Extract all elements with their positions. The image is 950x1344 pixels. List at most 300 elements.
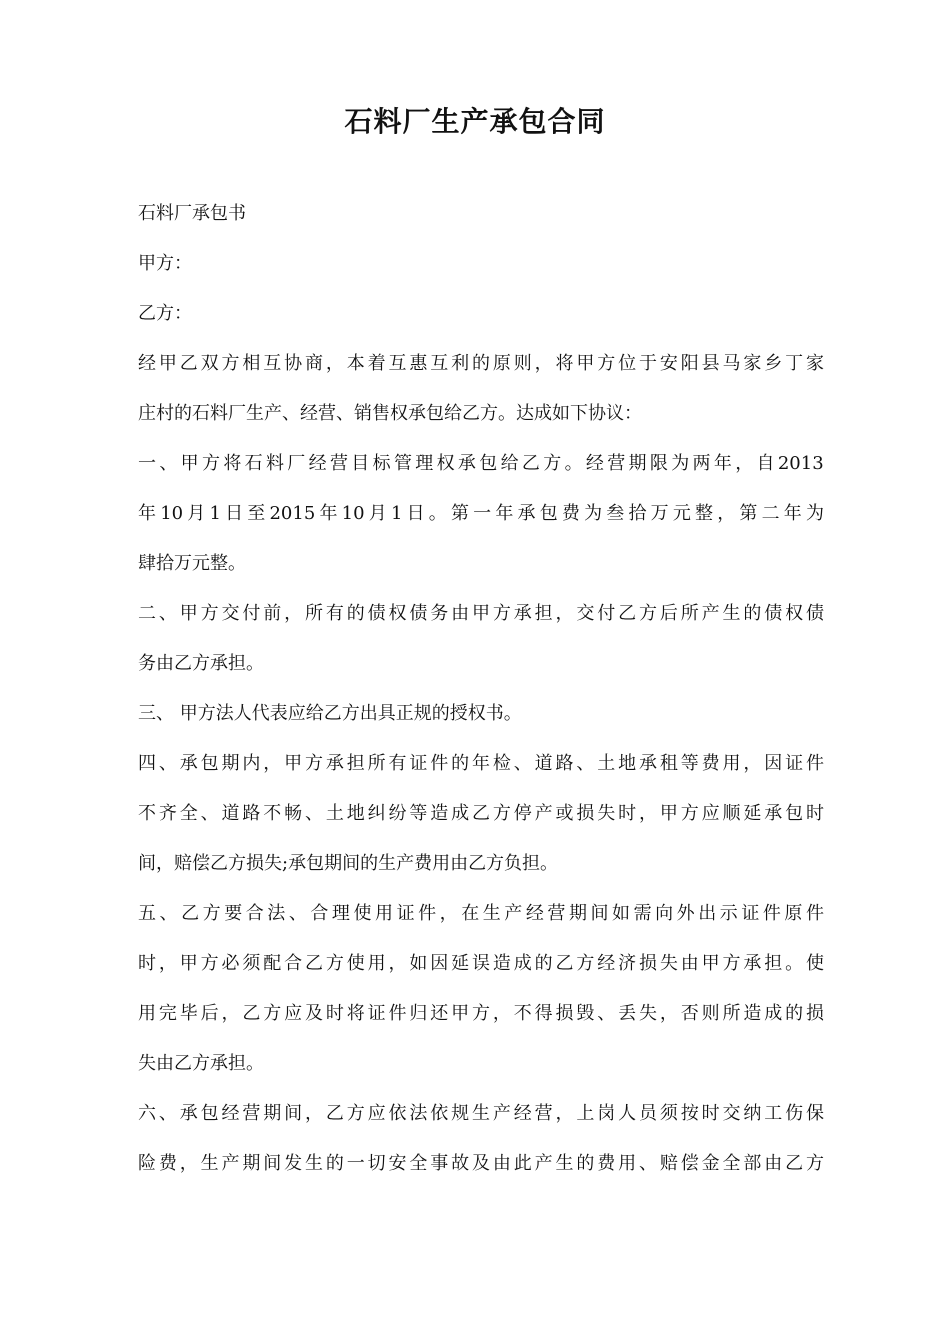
glyph: 不	[263, 803, 282, 824]
glyph: 营	[329, 453, 348, 474]
glyph: 齐	[158, 803, 177, 824]
glyph: 损	[639, 953, 657, 974]
glyph: 交	[576, 603, 595, 624]
glyph: 原	[492, 353, 511, 374]
glyph: 年	[495, 503, 514, 524]
glyph: 厂	[287, 453, 306, 474]
glyph: 产	[504, 903, 523, 924]
glyph: 延	[743, 803, 762, 824]
glyph: 故	[451, 1153, 470, 1174]
glyph: 由	[680, 953, 699, 974]
glyph: ，	[735, 453, 754, 474]
glyph: 方	[492, 803, 511, 824]
glyph: 件	[430, 753, 449, 774]
glyph: 万	[650, 503, 669, 524]
glyph: 地	[346, 803, 365, 824]
glyph: 证	[785, 753, 804, 774]
glyph: 应	[701, 803, 720, 824]
glyph: 一	[473, 503, 492, 524]
glyph: 生	[555, 1153, 574, 1174]
glyph: 承	[513, 603, 532, 624]
glyph: 不	[513, 1003, 532, 1024]
clause-6-line	[138, 1089, 824, 1139]
glyph: 有	[325, 603, 344, 624]
glyph: 、	[576, 753, 595, 774]
glyph: 件	[806, 753, 824, 774]
text-line: 间，赔偿乙方损失;承包期间的生产费用由乙方负担。	[138, 853, 559, 874]
glyph: 合	[310, 903, 329, 924]
glyph: 济	[618, 953, 637, 974]
glyph: 则	[513, 353, 532, 374]
glyph: 由	[764, 1153, 783, 1174]
glyph: 造	[492, 953, 511, 974]
glyph: 经	[597, 953, 616, 974]
glyph: 乙	[521, 453, 540, 474]
glyph: 方	[221, 353, 240, 374]
glyph: 合	[245, 903, 264, 924]
glyph: 、	[158, 1103, 177, 1124]
glyph: 理	[331, 903, 350, 924]
glyph: 、	[305, 803, 323, 824]
glyph: 互	[263, 353, 282, 374]
clause-2-line	[138, 589, 824, 639]
glyph: 时	[138, 953, 156, 974]
glyph: 向	[655, 903, 674, 924]
glyph: 时	[618, 803, 637, 824]
glyph: 务	[430, 603, 449, 624]
glyph: 于	[639, 353, 657, 374]
glyph: 保	[806, 1103, 824, 1124]
glyph: 10	[341, 503, 365, 524]
glyph: 甲	[179, 953, 198, 974]
glyph: 偿	[680, 1153, 699, 1174]
glyph: 拾	[628, 503, 647, 524]
glyph: 必	[221, 953, 240, 974]
glyph: 承	[457, 453, 476, 474]
glyph: 年	[138, 503, 156, 524]
glyph: 方	[680, 803, 699, 824]
glyph: 地	[618, 753, 637, 774]
glyph: 第	[450, 503, 469, 524]
glyph: 失	[639, 1003, 657, 1024]
glyph: 生	[305, 1153, 323, 1174]
glyph: 承	[179, 753, 198, 774]
glyph: 全	[179, 803, 198, 824]
glyph: 证	[409, 753, 428, 774]
glyph: ，	[388, 953, 407, 974]
glyph: ，	[659, 1003, 678, 1024]
glyph: 甲	[576, 353, 595, 374]
glyph: 甲	[472, 603, 490, 624]
glyph: 用	[138, 1003, 156, 1024]
glyph: 造	[743, 1003, 762, 1024]
glyph: 方	[639, 603, 657, 624]
glyph: 债	[367, 603, 386, 624]
glyph: 承	[517, 503, 536, 524]
glyph: 生	[482, 903, 501, 924]
glyph: 人	[618, 1103, 637, 1124]
glyph: 使	[806, 953, 824, 974]
glyph: 按	[680, 1103, 699, 1124]
glyph: 乙	[472, 803, 490, 824]
glyph: 乙	[785, 1153, 804, 1174]
glyph: 道	[534, 753, 553, 774]
glyph: 依	[388, 1103, 407, 1124]
glyph: 整	[695, 503, 714, 524]
glyph: 包	[200, 1103, 219, 1124]
glyph: 须	[242, 953, 261, 974]
glyph: 目	[351, 453, 370, 474]
glyph: ，	[743, 753, 762, 774]
clause-1-line	[138, 439, 824, 489]
glyph: 合	[284, 953, 303, 974]
glyph: ，	[284, 603, 303, 624]
glyph: 损	[576, 803, 595, 824]
glyph: 方	[576, 953, 595, 974]
glyph: 产	[492, 1103, 511, 1124]
glyph: 家	[806, 353, 824, 374]
glyph: 、	[288, 903, 307, 924]
glyph: 否	[680, 1003, 699, 1024]
glyph: ，	[179, 1153, 198, 1174]
glyph: 一	[138, 453, 156, 474]
glyph: 位	[618, 353, 637, 374]
glyph: 为	[671, 453, 690, 474]
glyph: 承	[325, 753, 344, 774]
glyph: ，	[221, 1003, 240, 1024]
glyph: 的	[451, 753, 470, 774]
glyph: 乙	[305, 953, 323, 974]
glyph: 由	[492, 1153, 511, 1174]
glyph: 停	[513, 803, 532, 824]
glyph: 自	[756, 453, 775, 474]
glyph: 切	[367, 1153, 386, 1174]
glyph: 所	[305, 603, 323, 624]
glyph: 二	[761, 503, 780, 524]
glyph: 甲	[451, 1003, 470, 1024]
glyph: 乡	[764, 353, 783, 374]
glyph: ，	[305, 1103, 323, 1124]
glyph: 示	[719, 903, 738, 924]
glyph: 年	[713, 453, 732, 474]
glyph: 费	[158, 1153, 177, 1174]
glyph: ，	[555, 1103, 574, 1124]
glyph: 甲	[659, 803, 678, 824]
glyph: 包	[785, 803, 804, 824]
glyph: 商	[305, 353, 323, 374]
glyph: 权	[388, 603, 407, 624]
glyph: 产	[534, 803, 553, 824]
glyph: 月	[187, 503, 206, 524]
glyph: 用	[367, 953, 386, 974]
glyph: 年	[472, 753, 490, 774]
glyph: 、	[158, 603, 177, 624]
glyph: 马	[722, 353, 741, 374]
glyph: 利	[451, 353, 470, 374]
glyph: 2015	[269, 503, 316, 524]
glyph: 岗	[597, 1103, 616, 1124]
text-line: 庄村的石料厂生产、经营、销售权承包给乙方。达成如下协议：	[138, 403, 642, 424]
glyph: ，	[717, 503, 736, 524]
text-line	[138, 339, 824, 389]
text-line: 务由乙方承担。	[138, 653, 264, 674]
glyph: 的	[472, 353, 490, 374]
glyph: ，	[439, 903, 458, 924]
glyph: 甲	[701, 953, 720, 974]
glyph: 经	[525, 903, 544, 924]
party-b-line: 乙方：	[138, 303, 192, 324]
glyph: 将	[555, 353, 574, 374]
glyph: 给	[500, 453, 519, 474]
glyph: 不	[138, 803, 156, 824]
glyph: 包	[479, 453, 498, 474]
glyph: 所	[367, 753, 386, 774]
glyph: 法	[409, 1103, 428, 1124]
glyph: 产	[701, 603, 720, 624]
glyph: 证	[396, 903, 415, 924]
glyph: 担	[534, 603, 553, 624]
glyph: 失	[659, 953, 678, 974]
glyph: 误	[472, 953, 490, 974]
glyph: 的	[325, 1153, 344, 1174]
glyph: 方	[200, 953, 219, 974]
glyph: 互	[388, 353, 407, 374]
clause-4-line	[138, 739, 824, 789]
glyph: 前	[263, 603, 282, 624]
glyph: 成	[513, 953, 532, 974]
glyph: 间	[284, 1103, 303, 1124]
glyph: 应	[284, 1003, 303, 1024]
glyph: 顺	[722, 803, 741, 824]
glyph: 金	[701, 1153, 720, 1174]
glyph: 间	[263, 1153, 282, 1174]
text-line	[138, 789, 824, 839]
glyph: 等	[409, 803, 428, 824]
glyph: 、	[639, 1153, 657, 1174]
glyph: 用	[618, 1153, 637, 1174]
glyph: 包	[200, 753, 219, 774]
glyph: 完	[158, 1003, 177, 1024]
glyph: 一	[346, 1153, 365, 1174]
glyph: 日	[225, 503, 244, 524]
glyph: 限	[649, 453, 668, 474]
glyph: 甲	[180, 453, 199, 474]
glyph: 甲	[179, 603, 198, 624]
party-a-line: 甲方：	[138, 253, 192, 274]
glyph: 惠	[409, 353, 428, 374]
glyph: 费	[561, 503, 580, 524]
glyph: 及	[472, 1153, 490, 1174]
glyph: 方	[472, 1003, 490, 1024]
glyph: 成	[764, 1003, 783, 1024]
glyph: 料	[265, 453, 284, 474]
glyph: 纠	[367, 803, 386, 824]
glyph: 甲	[284, 753, 303, 774]
glyph: 延	[451, 953, 470, 974]
glyph: 费	[597, 1153, 616, 1174]
glyph: 事	[430, 1153, 449, 1174]
text-line	[138, 989, 824, 1039]
glyph: 使	[353, 903, 372, 924]
text-line	[138, 939, 824, 989]
glyph: 在	[461, 903, 480, 924]
glyph: 造	[430, 803, 449, 824]
glyph: 部	[743, 1153, 762, 1174]
glyph: 经	[138, 353, 156, 374]
glyph: 及	[305, 1003, 323, 1024]
glyph: 、	[200, 803, 219, 824]
glyph: 得	[534, 1003, 553, 1024]
glyph: 方	[722, 953, 741, 974]
clause-3-line: 三、 甲方法人代表应给乙方出具正规的授权书。	[138, 703, 522, 724]
glyph: 证	[741, 903, 760, 924]
glyph: 方	[806, 1153, 824, 1174]
glyph: 的	[576, 1153, 595, 1174]
glyph: 交	[722, 1103, 741, 1124]
glyph: 、	[159, 903, 178, 924]
glyph: 依	[430, 1103, 449, 1124]
glyph: 期	[263, 1103, 282, 1124]
text-line: 石料厂承包书	[138, 203, 246, 224]
glyph: 要	[224, 903, 243, 924]
glyph: 时	[806, 803, 824, 824]
glyph: 承	[179, 1103, 198, 1124]
glyph: 乙	[325, 1103, 344, 1124]
glyph: 、	[513, 753, 532, 774]
glyph: 包	[539, 503, 558, 524]
glyph: 时	[325, 1003, 344, 1024]
glyph: 的	[785, 1003, 804, 1024]
glyph: 应	[367, 1103, 386, 1124]
glyph: 经	[585, 453, 604, 474]
glyph: 两	[692, 453, 711, 474]
glyph: 用	[722, 753, 741, 774]
glyph: 外	[676, 903, 695, 924]
document-title: 石料厂生产承包合同	[344, 105, 606, 138]
glyph: 生	[722, 603, 741, 624]
glyph: 成	[451, 803, 470, 824]
glyph: 所	[722, 1003, 741, 1024]
glyph: 土	[325, 803, 344, 824]
glyph: 标	[372, 453, 391, 474]
glyph: 伤	[785, 1103, 804, 1124]
glyph: 营	[242, 1103, 261, 1124]
glyph: ，	[534, 353, 553, 374]
glyph: 发	[284, 1153, 303, 1174]
glyph: 叁	[606, 503, 625, 524]
glyph: 的	[534, 953, 553, 974]
glyph: 二	[138, 603, 156, 624]
glyph: 生	[472, 1103, 490, 1124]
glyph: 乙	[555, 953, 574, 974]
glyph: 检	[492, 753, 511, 774]
glyph: 担	[764, 953, 783, 974]
glyph: 须	[659, 1103, 678, 1124]
glyph: 六	[138, 1103, 156, 1124]
glyph: 件	[418, 903, 437, 924]
glyph: 甲	[158, 353, 177, 374]
glyph: 方	[201, 453, 220, 474]
glyph: 2013	[777, 453, 824, 474]
glyph: 阳	[680, 353, 699, 374]
glyph: 交	[221, 603, 240, 624]
glyph: 四	[138, 753, 156, 774]
glyph: 、	[597, 1003, 616, 1024]
glyph: 经	[221, 1103, 240, 1124]
glyph: 年	[319, 503, 338, 524]
glyph: 权	[436, 453, 455, 474]
document-body	[138, 189, 824, 1189]
glyph: 毕	[179, 1003, 198, 1024]
glyph: 家	[743, 353, 762, 374]
glyph: 纳	[743, 1103, 762, 1124]
glyph: 乙	[181, 903, 200, 924]
glyph: 本	[346, 353, 365, 374]
glyph: 件	[762, 903, 781, 924]
glyph: 方	[346, 1103, 365, 1124]
glyph: 如	[612, 903, 631, 924]
glyph: 方	[200, 603, 219, 624]
glyph: 证	[367, 1003, 386, 1024]
glyph: 全	[722, 1153, 741, 1174]
glyph: 则	[701, 1003, 720, 1024]
glyph: 产	[534, 1153, 553, 1174]
glyph: 石	[244, 453, 263, 474]
glyph: 毁	[576, 1003, 595, 1024]
glyph: 损	[806, 1003, 824, 1024]
glyph: ，	[639, 803, 657, 824]
glyph: 工	[764, 1103, 783, 1124]
glyph: 。	[785, 953, 804, 974]
glyph: 内	[242, 753, 261, 774]
glyph: 付	[242, 603, 261, 624]
glyph: 法	[267, 903, 286, 924]
glyph: 因	[430, 953, 449, 974]
glyph: 件	[805, 903, 824, 924]
glyph: 间	[590, 903, 609, 924]
glyph: 营	[607, 453, 626, 474]
glyph: 全	[409, 1153, 428, 1174]
glyph: 债	[806, 603, 824, 624]
glyph: 或	[555, 803, 574, 824]
glyph: ，	[325, 353, 344, 374]
glyph: 乙	[242, 1003, 261, 1024]
glyph: 方	[492, 603, 511, 624]
glyph: 时	[701, 1103, 720, 1124]
glyph: 所	[680, 603, 699, 624]
glyph: 安	[388, 1153, 407, 1174]
glyph: ，	[158, 953, 177, 974]
glyph: 件	[388, 1003, 407, 1024]
glyph: 债	[409, 603, 428, 624]
text-line: 肆拾万元整。	[138, 553, 246, 574]
glyph: 月	[368, 503, 387, 524]
glyph: 方	[325, 953, 344, 974]
glyph: 赔	[659, 1153, 678, 1174]
glyph: 后	[200, 1003, 219, 1024]
glyph: 管	[393, 453, 412, 474]
glyph: 期	[221, 753, 240, 774]
glyph: 生	[200, 1153, 219, 1174]
glyph: 方	[263, 1003, 282, 1024]
glyph: 承	[743, 953, 762, 974]
glyph: 第	[739, 503, 758, 524]
glyph: 承	[764, 803, 783, 824]
glyph: 日	[406, 503, 425, 524]
glyph: 、	[158, 753, 177, 774]
glyph: 双	[200, 353, 219, 374]
glyph: 乙	[618, 603, 637, 624]
